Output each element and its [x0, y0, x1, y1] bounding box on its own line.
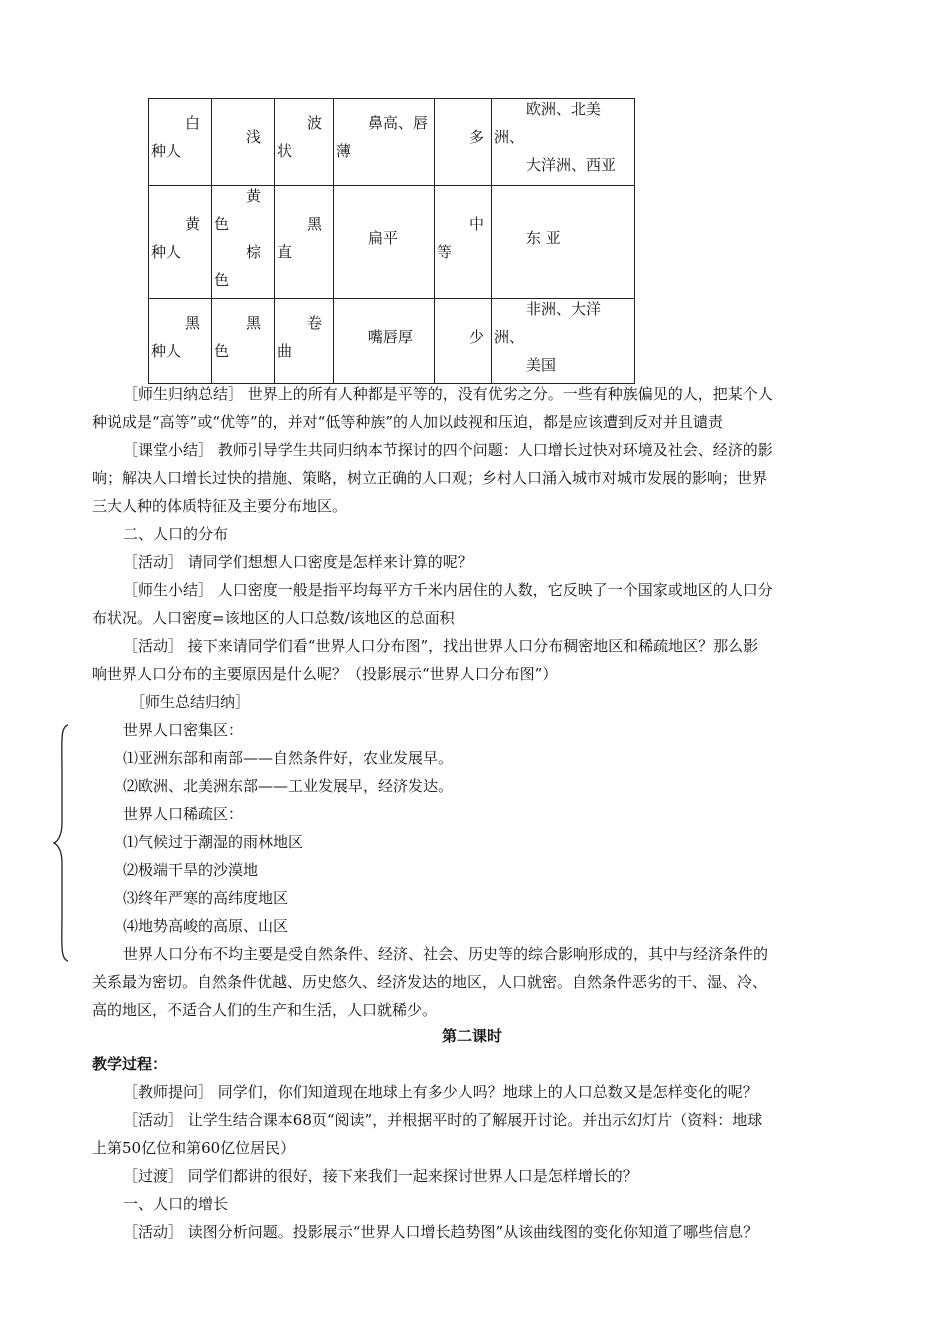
list-item: ⑵欧洲、北美洲东部——工业发展早，经济发达。	[123, 777, 454, 795]
text: 色	[214, 271, 230, 289]
text: 洲、	[494, 128, 525, 146]
text: 少	[469, 328, 485, 346]
cell-region	[492, 99, 635, 186]
paragraph-line: ［师生归纳总结］ 世界上的所有人种都是平等的，没有优劣之分。一些有种族偏见的人，把某个人	[123, 385, 773, 403]
paragraph-line: 关系最为密切。自然条件优越、历史悠久、经济发达的地区，人口就密。自然条件恶劣的干、湿、冷、	[92, 973, 768, 991]
paragraph-line: 世界人口密集区：	[123, 721, 244, 739]
table-row	[149, 186, 635, 299]
lesson-title: 第二课时	[442, 1027, 503, 1045]
cell-skin	[212, 299, 275, 384]
paragraph-line: ［课堂小结］ 教师引导学生共同归纳本节探讨的四个问题：人口增长过快对环境及社会、经济的影	[123, 441, 773, 459]
cell-race	[149, 186, 212, 299]
list-item: ⑶终年严寒的高纬度地区	[123, 889, 289, 907]
cell-body-hair	[435, 186, 492, 299]
text: 种人	[151, 142, 182, 160]
text: 等	[437, 243, 453, 261]
paragraph-line: ［过渡］ 同学们都讲的很好，接下来我们一起来探讨世界人口是怎样增长的？	[123, 1167, 638, 1185]
text: 白	[185, 114, 201, 132]
cell-hair	[275, 299, 334, 384]
cell-body-hair	[435, 299, 492, 384]
text: 黑	[307, 215, 323, 233]
cell-skin	[212, 186, 275, 299]
paragraph-line: 布状况。人口密度=该地区的人口总数/该地区的总面积	[92, 609, 455, 627]
section-heading: 一、人口的增长	[123, 1195, 229, 1213]
text: 大洋洲、西亚	[526, 156, 617, 174]
cell-region	[492, 186, 635, 299]
table-row	[149, 299, 635, 384]
table-row	[149, 99, 635, 186]
paragraph-line: 世界人口分布不均主要是受自然条件、经济、社会、历史等的综合影响形成的，其中与经济条件的	[123, 945, 769, 963]
text: 非洲、大洋	[526, 300, 602, 318]
text: 薄	[336, 142, 352, 160]
cell-body-hair	[435, 99, 492, 186]
curly-brace-icon	[52, 723, 72, 963]
paragraph-line: ［活动］ 读图分析问题。投影展示“世界人口增长趋势图”从该曲线图的变化你知道了哪些信息？	[123, 1223, 759, 1241]
text: 扁平	[368, 229, 399, 247]
text: 色	[214, 215, 230, 233]
text: 嘴唇厚	[368, 328, 414, 346]
list-item: ⑴气候过于潮湿的雨林地区	[123, 833, 304, 851]
text: 色	[214, 342, 230, 360]
text: 曲	[277, 342, 293, 360]
cell-race	[149, 99, 212, 186]
text: 种人	[151, 243, 182, 261]
section-heading: 教学过程：	[92, 1055, 168, 1073]
paragraph-line: 响世界人口分布的主要原因是什么呢？（投影展示“世界人口分布图”）	[92, 665, 558, 683]
text: 鼻高、唇	[368, 114, 429, 132]
text: 卷	[307, 314, 323, 332]
text: 状	[277, 142, 293, 160]
text: 黑	[185, 314, 201, 332]
cell-skin	[212, 99, 275, 186]
text: 美国	[526, 356, 557, 374]
paragraph-line: 种说成是“高等”或“优等”的，并对“低等种族”的人加以歧视和压迫，都是应该遭到反对并且谴责	[92, 413, 724, 431]
section-heading: 二、人口的分布	[123, 525, 229, 543]
list-item: ⑵极端干旱的沙漠地	[123, 861, 259, 879]
cell-features	[334, 99, 435, 186]
cell-race	[149, 299, 212, 384]
text: 种人	[151, 342, 182, 360]
cell-hair	[275, 99, 334, 186]
paragraph-line: 三大人种的体质特征及主要分布地区。	[92, 497, 348, 515]
text: 棕	[246, 243, 262, 261]
paragraph-line: 响；解决人口增长过快的措施、策略，树立正确的人口观；乡村人口涌入城市对城市发展的影响；世界	[92, 469, 768, 487]
cell-features	[334, 299, 435, 384]
text: 直	[277, 243, 293, 261]
paragraph-line: ［师生总结归纳］	[130, 693, 251, 711]
paragraph-line: ［活动］ 接下来请同学们看“世界人口分布图”，找出世界人口分布稠密地区和稀疏地区？那么影	[123, 637, 759, 655]
text: 东 亚	[526, 229, 561, 247]
paragraph-line: 高的地区，不适合人们的生产和生活，人口就稀少。	[92, 1001, 438, 1019]
paragraph-line: ［教师提问］ 同学们，你们知道现在地球上有多少人吗？地球上的人口总数又是怎样变化的呢？	[123, 1083, 758, 1101]
text: 黄	[185, 215, 201, 233]
text: 多	[469, 128, 485, 146]
cell-features	[334, 186, 435, 299]
text: 中	[469, 215, 485, 233]
paragraph-line: ［师生小结］ 人口密度一般是指平均每平方千米内居住的人数，它反映了一个国家或地区的人口分	[123, 581, 773, 599]
paragraph-line: 上第50亿位和第60亿位居民）	[92, 1139, 296, 1157]
text: 波	[307, 114, 323, 132]
race-table	[148, 98, 635, 384]
text: 欧洲、北美	[526, 100, 602, 118]
text: 黑	[246, 314, 262, 332]
text: 浅	[246, 128, 262, 146]
cell-hair	[275, 186, 334, 299]
list-item: ⑷地势高峻的高原、山区	[123, 917, 289, 935]
paragraph-line: ［活动］ 请同学们想想人口密度是怎样来计算的呢？	[123, 553, 473, 571]
cell-region	[492, 299, 635, 384]
paragraph-line: ［活动］ 让学生结合课本68页“阅读”，并根据平时的了解展开讨论。并出示幻灯片（资料：地球	[123, 1111, 763, 1129]
text: 洲、	[494, 328, 525, 346]
paragraph-line: 世界人口稀疏区：	[123, 805, 244, 823]
text: 黄	[246, 187, 262, 205]
list-item: ⑴亚洲东部和南部——自然条件好，农业发展早。	[123, 749, 454, 767]
